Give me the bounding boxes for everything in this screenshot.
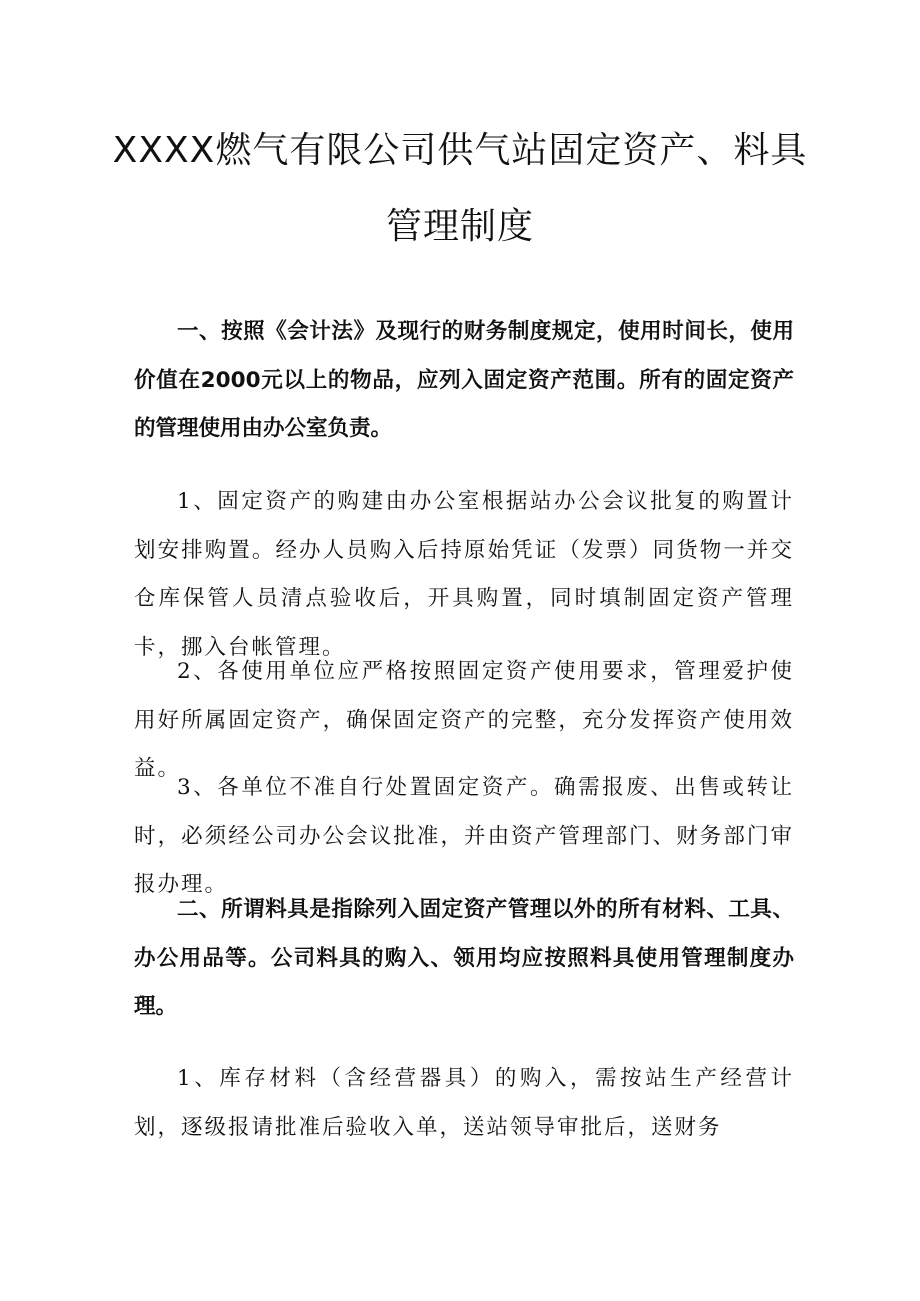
document-title-line-2: 管理制度 xyxy=(385,206,534,247)
section-1-item-2: 2、各使用单位应严格按照固定资产使用要求，管理爱护使用好所属固定资产，确保固定资产的完整，充分发挥资产使用效益。 xyxy=(134,659,794,781)
document-title-line-1: XXXX燃气有限公司供气站固定资产、料具 xyxy=(112,130,808,171)
section-2-paragraph: 二、所谓料具是指除列入固定资产管理以外的所有材料、工具、办公用品等。公司料具的购入、领用均应按照料具使用管理制度办理。 xyxy=(134,897,794,1019)
section-1-item-1: 1、固定资产的购建由办公室根据站办公会议批复的购置计划安排购置。经办人员购入后持原始凭证（发票）同货物一并交仓库保管人员清点验收后，开具购置，同时填制固定资产管理卡，挪入台帐管理。 xyxy=(134,489,794,660)
section-1-paragraph: 一、按照《会计法》及现行的财务制度规定，使用时间长，使用价值在2000元以上的物品，应列入固定资产范围。所有的固定资产的管理使用由办公室负责。 xyxy=(134,319,794,441)
section-2-item-1: 1、库存材料（含经营器具）的购入，需按站生产经营计划，逐级报请批准后验收入单，送站领导审批后，送财务 xyxy=(134,1066,794,1140)
section-1-item-3: 3、各单位不准自行处置固定资产。确需报废、出售或转让时，必须经公司办公会议批准，并由资产管理部门、财务部门审报办理。 xyxy=(134,775,794,897)
